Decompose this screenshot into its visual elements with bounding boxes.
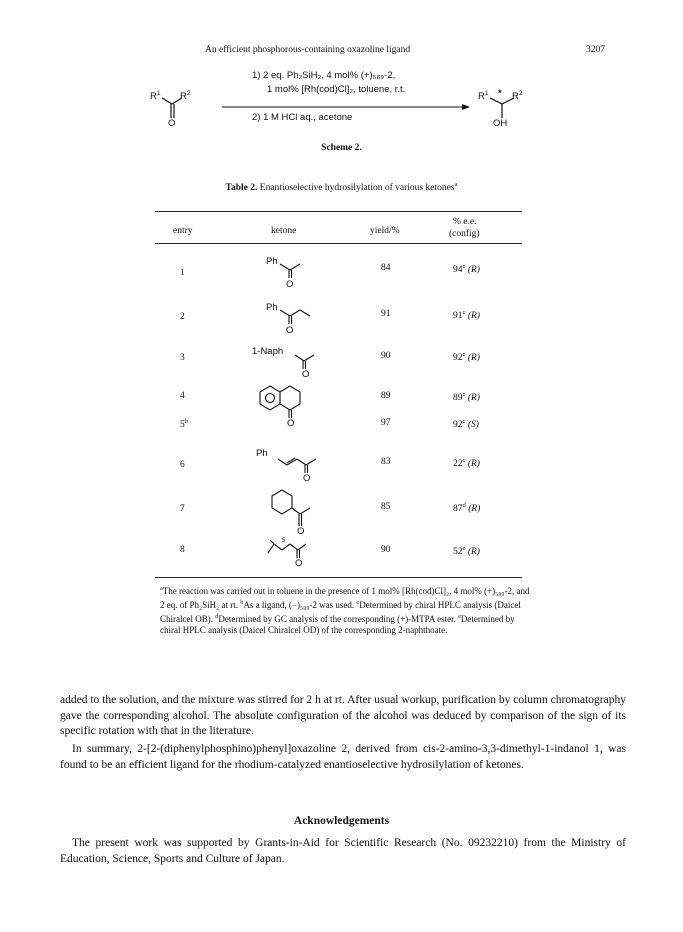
yield-cell: 90 xyxy=(381,351,391,361)
ketone-o-6: O xyxy=(303,473,311,484)
footnote-b: As a ligand, (−)₅₈₉-2 was used. xyxy=(243,600,355,610)
table-caption: Table 2. Enantioselective hydrosilylation of various ketones$^a$ xyxy=(225,181,458,194)
col-ketone: ketone xyxy=(271,226,297,236)
ketone-o-4: O xyxy=(287,418,295,429)
ketone-label-8: 5 xyxy=(282,538,286,544)
ketone-label-6: Ph xyxy=(256,448,268,459)
entry-cell: 6 xyxy=(180,460,185,470)
ee-cell: 89$^c$ (R) xyxy=(453,391,480,404)
entry-cell: 2 xyxy=(180,312,185,322)
col-config: (config) xyxy=(449,229,480,239)
table-bottom-rule xyxy=(155,577,522,578)
entry-cell: 3 xyxy=(180,353,185,363)
yield-cell: 97 xyxy=(381,418,391,428)
ee-cell: 92$^c$ (R) xyxy=(453,351,480,364)
ee-cell: 92$^c$ (S) xyxy=(453,418,479,431)
yield-cell: 89 xyxy=(381,391,391,401)
col-yield: yield/% xyxy=(370,226,400,236)
footnote-e: Determined by chiral HPLC analysis (Daicel Chiralcel OD) of the corresponding 2-naphthoate. xyxy=(160,614,515,635)
entry-cell: 4 xyxy=(180,391,185,401)
table-caption-text: Enantioselective hydrosilylation of various ketones xyxy=(259,183,455,194)
ketone-label-1: Ph xyxy=(266,256,278,267)
yield-cell: 85 xyxy=(381,502,391,512)
table-footnotes: $^a$The reaction was carried out in toluene in the presence of 1 mol% [Rh(cod)Cl]₂, 4 mol% (+)₅₈₉-2, and 2 eq. of Ph₂SiH₂ at rt. $^b$As a ligand, (−)₅₈₉-2 was used. $^c$Determined by chiral HPLC analysis (Daicel Chiralcel OB). $^d$Determined by GC analysis of the corresponding (+)-MTPA ester. $^e$Determined by chiral HPLC analysis (Daicel Chiralcel OD) of the corresponding 2-naphthoate. xyxy=(160,585,530,635)
ee-cell: 22$^c$ (R) xyxy=(453,457,480,470)
ketone-o-7: O xyxy=(297,526,305,537)
product-r2: R xyxy=(512,91,519,103)
ketone-label-3: 1-Naph xyxy=(252,346,284,357)
ketone-o-1: O xyxy=(286,279,294,290)
ketone-o-2: O xyxy=(286,325,294,336)
table-header-rule xyxy=(155,243,522,244)
reactant-o: O xyxy=(168,118,176,129)
footnote-a: The reaction was carried out in toluene in the presence of 1 mol% [Rh(cod)Cl]₂, 4 mol% (+)₅₈₉-2, and 2 eq. of Ph₂SiH₂ at rt. xyxy=(160,586,530,610)
running-title: An efficient phosphorous-containing oxazoline ligand xyxy=(205,45,411,55)
ee-cell: 52e (R) xyxy=(453,545,480,558)
yield-cell: 84 xyxy=(381,263,391,273)
page-number: 3207 xyxy=(586,45,605,55)
footnote-c: Determined by chiral HPLC analysis (Daicel Chiralcel OB). xyxy=(160,600,521,624)
yield-cell: 90 xyxy=(381,545,391,555)
ee-cell: 91$^c$ (R) xyxy=(453,309,480,322)
product-oh: OH xyxy=(493,118,508,129)
yield-cell: 91 xyxy=(381,309,391,319)
reactant-r2: R xyxy=(180,91,187,103)
reactant-ketone xyxy=(162,98,182,118)
reaction-scheme: $R^1$ $R^2$ O 1) 2 eq. Ph₂SiH₂, 4 mol% (+)₅₈₉-2, 1 mol% [Rh(cod)Cl]₂, toluene, r.t. 2) 1 M HCl aq., acetone $R^1$ * $R^2$ OH xyxy=(150,68,540,138)
entry-cell: 5$^b$ xyxy=(180,418,189,431)
condition-line-1: 1) 2 eq. Ph₂SiH₂, 4 mol% (+)₅₈₉-2, xyxy=(252,70,396,81)
col-ee: % e.e. xyxy=(453,217,477,227)
product-alcohol xyxy=(490,98,514,118)
condition-line-3: 2) 1 M HCl aq., acetone xyxy=(252,112,353,123)
col-entry: entry xyxy=(173,226,193,236)
ee-cell: 87$^d$ (R) xyxy=(453,502,481,515)
ketone-structures xyxy=(240,250,350,570)
product-r1: R xyxy=(478,91,485,103)
yield-cell: 83 xyxy=(381,457,391,467)
table-top-rule xyxy=(155,211,522,212)
ee-cell: 94$^c$ (R) xyxy=(453,263,480,276)
entry-cell: 7 xyxy=(180,504,185,514)
entry-cell: 8 xyxy=(180,545,185,555)
ketone-o-8: O xyxy=(295,558,303,569)
reactant-r1: R xyxy=(150,91,157,103)
footnote-d: Determined by GC analysis of the corresponding (+)-MTPA ester. xyxy=(218,614,456,624)
acknowledgements-heading: Acknowledgements xyxy=(293,815,390,827)
stereocenter-mark: * xyxy=(498,88,502,99)
acknowledgements-text: The present work was supported by Grants-in-Aid for Scientific Research (No. 09232210) from the Ministry of Education, Science, Sports and Culture of Japan. xyxy=(60,837,626,865)
table-caption-prefix: Table 2. xyxy=(225,183,258,194)
ketone-label-2: Ph xyxy=(266,302,278,313)
ketone-o-3: O xyxy=(302,369,310,380)
scheme-label: Scheme 2. xyxy=(321,143,362,153)
condition-line-2: 1 mol% [Rh(cod)Cl]₂, toluene, r.t. xyxy=(267,84,406,95)
body-paragraph-2: In summary, 2-[2-(diphenylphosphino)phenyl]oxazoline 2, derived from cis-2-amino-3,3-dimethyl-1-indanol 1, was found to be an efficient ligand for the rhodium-catalyzed enantioselective hydrosilylation of ketones. xyxy=(60,743,626,771)
entry-cell: 1 xyxy=(180,268,185,278)
body-paragraph-1: added to the solution, and the mixture was stirred for 2 h at rt. After usual workup, purification by column chromatography gave the corresponding alcohol. The absolute configuration of the alcohol was deduced by comparison of the sign of its specific rotation with that in the literature. xyxy=(60,694,626,737)
